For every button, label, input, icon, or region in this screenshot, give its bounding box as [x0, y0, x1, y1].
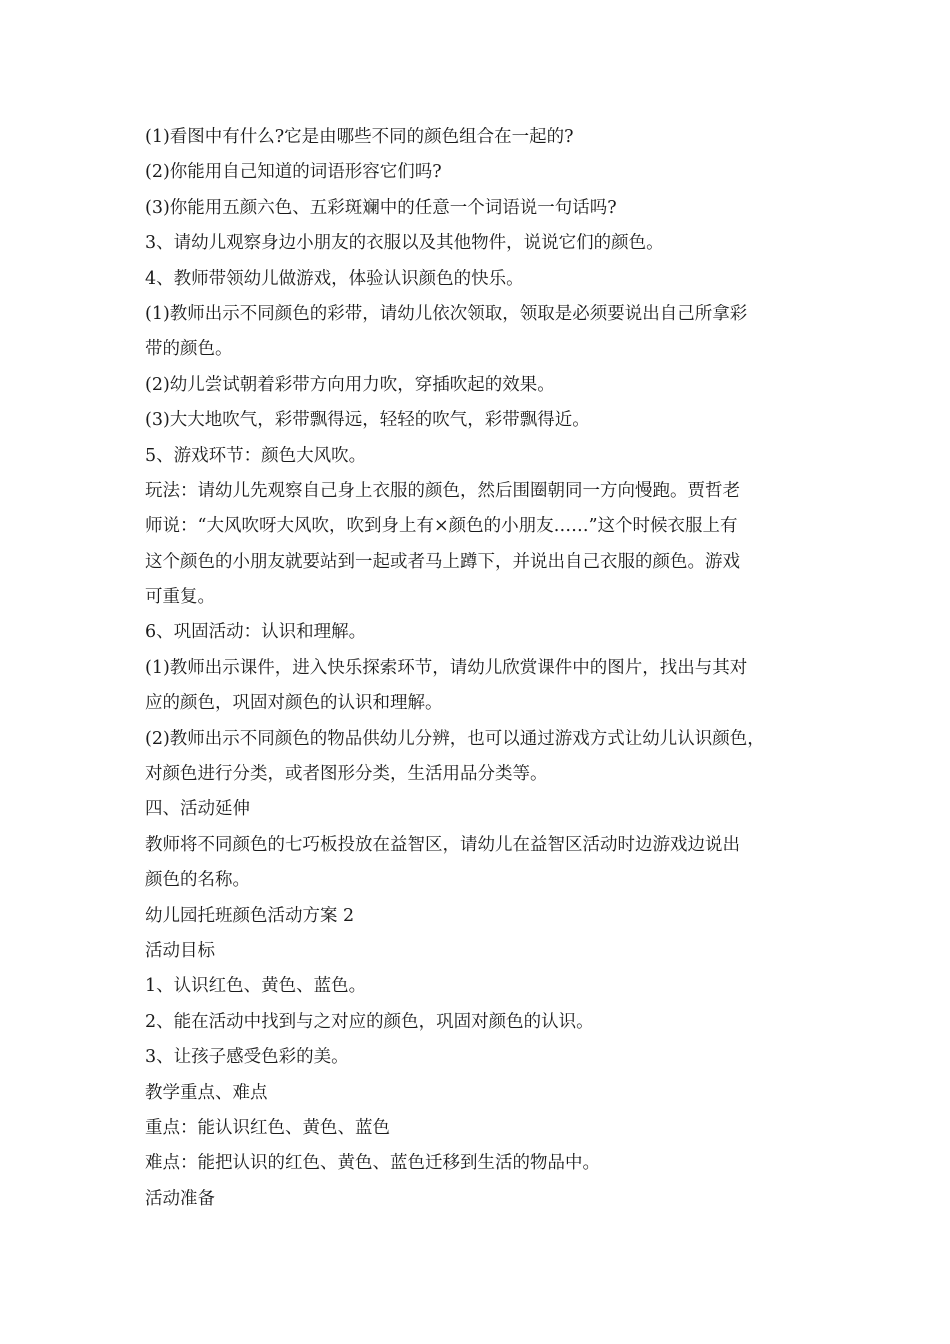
section-heading: 活动目标 — [145, 940, 215, 961]
text-line: (1)教师出示不同颜色的彩带，请幼儿依次领取，领取是必须要说出自己所拿彩 — [145, 303, 748, 324]
text-line: 可重复。 — [145, 587, 215, 608]
text-line: 教师将不同颜色的七巧板投放在益智区，请幼儿在益智区活动时边游戏边说出 — [145, 834, 740, 855]
text-line: 1、认识红色、黄色、蓝色。 — [145, 976, 367, 997]
text-line: 2、能在活动中找到与之对应的颜色，巩固对颜色的认识。 — [145, 1011, 594, 1032]
text-line: (3)大大地吹气，彩带飘得远，轻轻的吹气，彩带飘得近。 — [145, 410, 590, 431]
text-line: 师说：“大风吹呀大风吹，吹到身上有×颜色的小朋友……”这个时候衣服上有 — [145, 516, 738, 537]
section-heading: 教学重点、难点 — [145, 1082, 268, 1103]
text-line: 颜色的名称。 — [145, 870, 250, 891]
text-line: (2)你能用自己知道的词语形容它们吗? — [145, 162, 442, 183]
section-heading: 四、活动延伸 — [145, 799, 250, 820]
text-line: 重点：能认识红色、黄色、蓝色 — [145, 1117, 390, 1138]
text-line: 5、游戏环节：颜色大风吹。 — [145, 445, 367, 466]
text-line: 6、巩固活动：认识和理解。 — [145, 622, 367, 643]
text-line: 这个颜色的小朋友就要站到一起或者马上蹲下，并说出自己衣服的颜色。游戏 — [145, 551, 740, 572]
text-line: (1)看图中有什么?它是由哪些不同的颜色组合在一起的? — [145, 127, 574, 147]
text-line: 应的颜色，巩固对颜色的认识和理解。 — [145, 693, 443, 714]
plan-title: 幼儿园托班颜色活动方案 2 — [145, 905, 355, 926]
text-line: 3、请幼儿观察身边小朋友的衣服以及其他物件，说说它们的颜色。 — [145, 233, 664, 254]
text-line: (2)教师出示不同颜色的物品供幼儿分辨，也可以通过游戏方式让幼儿认识颜色， — [145, 728, 765, 749]
text-line: (3)你能用五颜六色、五彩斑斓中的任意一个词语说一句话吗? — [145, 197, 617, 218]
text-line: 带的颜色。 — [145, 339, 233, 360]
text-line: 难点：能把认识的红色、黄色、蓝色迁移到生活的物品中。 — [145, 1153, 600, 1174]
text-line: 玩法：请幼儿先观察自己身上衣服的颜色，然后围圈朝同一方向慢跑。贾哲老 — [145, 480, 740, 501]
section-heading: 活动准备 — [145, 1188, 215, 1209]
text-line: 4、教师带领幼儿做游戏，体验认识颜色的快乐。 — [145, 268, 524, 289]
text-line: (2)幼儿尝试朝着彩带方向用力吹，穿插吹起的效果。 — [145, 374, 555, 395]
text-line: 3、让孩子感受色彩的美。 — [145, 1047, 349, 1068]
text-line: (1)教师出示课件，进入快乐探索环节，请幼儿欣赏课件中的图片，找出与其对 — [145, 657, 748, 678]
text-line: 对颜色进行分类，或者图形分类，生活用品分类等。 — [145, 764, 548, 785]
document-body — [145, 120, 825, 1217]
